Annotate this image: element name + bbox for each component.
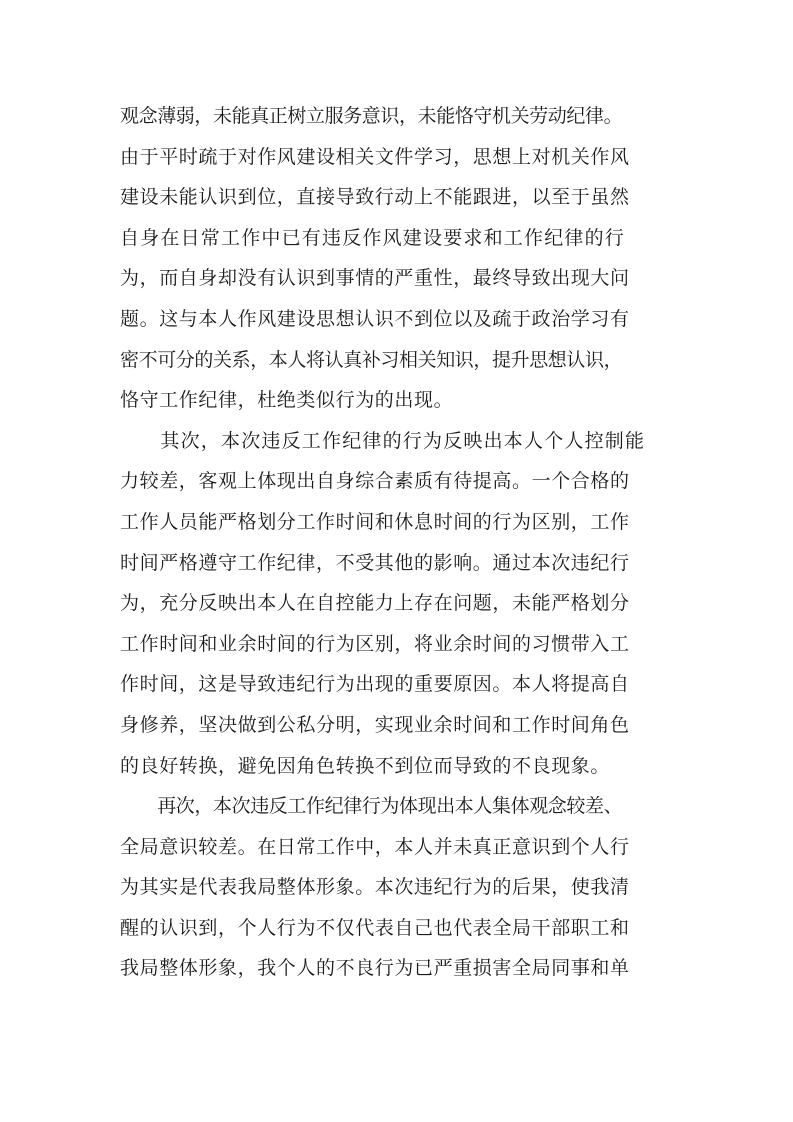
text-line: 身修养，坚决做到公私分明，实现业余时间和工作时间角色 [120,713,630,736]
text-line: 恪守工作纪律，杜绝类似行为的出现。 [120,389,454,412]
text-line: 我局整体形象，我个人的不良行为已严重损害全局同事和单 [120,957,630,980]
text-line: 自身在日常工作中已有违反作风建设要求和工作纪律的行 [120,226,626,249]
text-line: 作时间，这是导致违纪行为出现的重要原因。本人将提高自 [120,673,630,696]
text-line: 由于平时疏于对作风建设相关文件学习，思想上对机关作风 [120,145,630,168]
text-line: 再次，本次违反工作纪律行为体现出本人集体观念较差、 [120,795,623,818]
text-line: 工作人员能严格划分工作时间和休息时间的行为区别，工作 [120,510,630,533]
text-line: 观念薄弱，未能真正树立服务意识，未能恪守机关劳动纪律。 [120,105,623,127]
text-line: 为，充分反映出本人在自控能力上存在问题，未能严格划分 [120,592,630,615]
text-line: 为，而自身却没有认识到事情的严重性，最终导致出现大问 [120,267,630,290]
text-line: 力较差，客观上体现出自身综合素质有待提高。一个合格的 [120,470,630,493]
text-line: 密不可分的关系，本人将认真补习相关知识，提升思想认识， [120,348,623,371]
text-line: 其次，本次违反工作纪律的行为反映出本人个人控制能 [120,429,646,452]
body-text [120,96,680,989]
text-line: 为其实是代表我局整体形象。本次违纪行为的后果，使我清 [120,876,630,899]
text-line: 醒的认识到，个人行为不仅代表自己也代表全局干部职工和 [120,916,630,939]
text-line: 建设未能认识到位，直接导致行动上不能跟进，以至于虽然 [120,186,630,209]
text-line: 题。这与本人作风建设思想认识不到位以及疏于政治学习有 [120,307,630,330]
text-line: 工作时间和业余时间的行为区别，将业余时间的习惯带入工 [120,632,630,655]
text-line: 时间严格遵守工作纪律，不受其他的影响。通过本次违纪行 [120,551,630,574]
text-line: 全局意识较差。在日常工作中，本人并未真正意识到个人行 [120,835,630,858]
text-line: 的良好转换，避免因角色转换不到位而导致的不良现象。 [120,754,611,777]
